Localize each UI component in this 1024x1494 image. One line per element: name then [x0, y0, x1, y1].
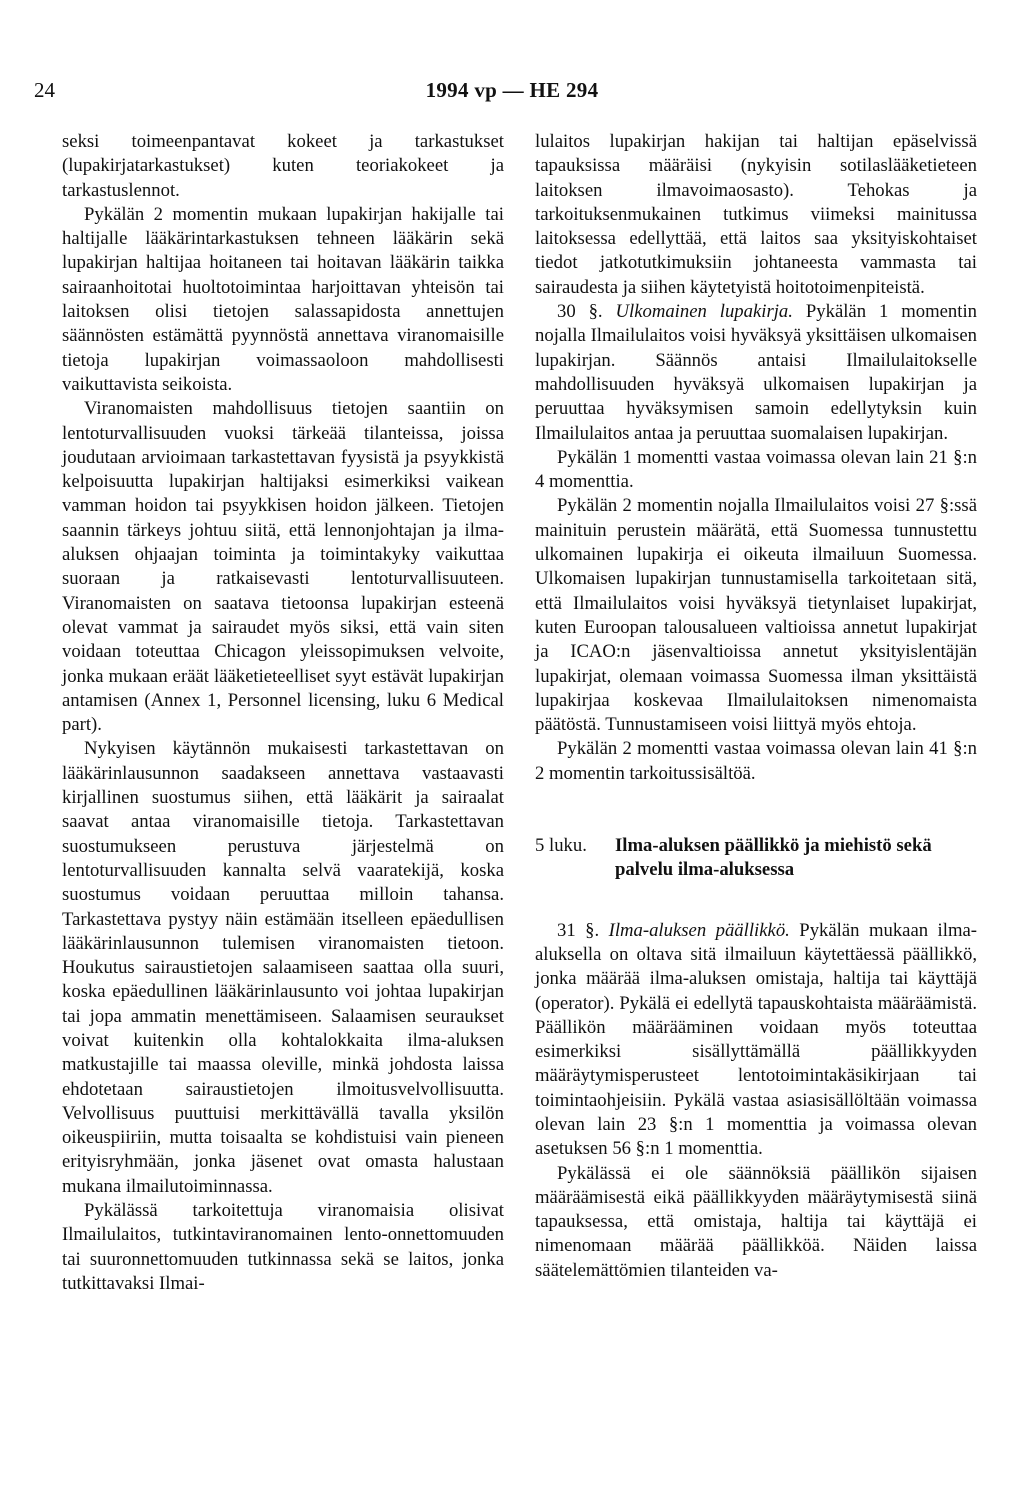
paragraph: lulaitos lupakirjan hakijan tai haltijan epäselvissä tapauksissa määräisi (nykyisin sotilaslääketieteen laitoksen ilmavoimaosasto). Tehokas ja tarkoituksenmukainen tutkimus viimeksi mainitussa laitoksessa edellyttää, että laitos saa yksityiskohtaiset tiedot jatkotutkimuksiin johtaneesta vammasta tai sairaudesta ja siihen käytetyistä hoitotoimenpiteistä.	[535, 131, 977, 298]
section-30-paragraph	[535, 300, 977, 446]
section-text: Pykälän 1 momentin nojalla Ilmailulaitos voisi hyväksyä yksittäisen ulkomaisen lupakirjan. Säännös antaisi Ilmailulaitokselle mahdollisuuden hyväksyä ulkomaisen lupakirjan ja peruuttaa hyväksymisen samoin edellytyksin kuin Ilmailulaitos antaa ja peruuttaa suomalaisen lupakirjan.	[535, 301, 977, 444]
right-column	[535, 130, 977, 1283]
paragraph: Pykälän 1 momentti vastaa voimassa olevan lain 21 §:n 4 momenttia.	[535, 446, 977, 493]
paragraph: Pykälän 2 momentin nojalla Ilmailulaitos voisi 27 §:ssä mainituin perustein määrätä, että Suomessa tunnustettu ulkomainen lupakirja ei oikeuta ilmailuun Suomessa. Ulkomaisen lupakirjan tunnustamisella tarkoitetaan sitä, että Ilmailulaitos voisi hyväksyä tietynlaiset lupakirjat, kuten Euroopan talousalueen valtioissa annetut lupakirjat ja ICAO:n jäsenvaltioissa annetut yksityislentäjän lupakirjat, olemaan voimassa Suomessa ilman yksittäistä lupakirjaa koskevaa Ilmailulaitoksen nimenomaista päätöstä. Tunnustamiseen voisi liittyä myös ehtoja.	[535, 495, 977, 736]
paragraph: Pykälän 2 momentin mukaan lupakirjan hakijalle tai haltijalle lääkärintarkastuksen tehneen lääkärin sekä lupakirjan haltijaa hoitaneen tai hoitavan lääkärin taikka sairaanhoitotai huoltotoimintaa harjoittavan yhteisön tai laitoksen olisi tietojen salassapidosta annettujen säännösten estämättä pyynnöstä annettava viranomaisille tietoja lupakirjan voimassaoloon mahdollisesti vaikuttavista seikoista.	[62, 203, 504, 395]
paragraph: Pykälässä tarkoitettuja viranomaisia olisivat Ilmailulaitos, tutkintaviranomainen lento-onnettomuuden tai suuronnettomuuden tutkinnassa sekä se laitos, jonka tutkittavaksi Ilmai-	[62, 1200, 504, 1294]
paragraph: Pykälän 2 momentti vastaa voimassa olevan lain 41 §:n 2 momentin tarkoitussisältöä.	[535, 738, 977, 784]
section-title: Ilma-aluksen päällikkö.	[608, 919, 790, 941]
page-number: 24	[34, 78, 55, 102]
paragraph: Nykyisen käytännön mukaisesti tarkastettavan on lääkärinlausunnon saadakseen annettava vastaavasti kirjallinen suostumus siihen, että lääkärit ja sairaalat saavat antaa viranomaisille tietoja. Tarkastettavan suostumukseen perustuva järjestelmä on lentoturvallisuuden kannalta selvä vaaratekijä, koska suostumus voidaan peruuttaa milloin tahansa. Tarkastettava pystyy näin estämään itselleen epäedullisen lääkärinlausunnon tulemisen viranomaisten tietoon. Houkutus sairaustietojen salaamiseen saattaa olla suuri, koska epäedullinen lääkärinlausunto voi johtaa lupakirjan tai jopa ammatin menettämiseen. Salaamisen seuraukset voivat kuitenkin olla kohtalokkaita ilma-aluksen matkustajille tai maassa oleville, minkä johdosta laissa ehdotetaan sairaustietojen ilmoitusvelvollisuutta. Velvollisuus puuttuisi merkittävällä tavalla yksilön oikeuspiiriin, mutta toisaalta se kohdistuisi vain pieneen erityisryhmään, jonka jäsenet ovat omasta halustaan mukana ilmailutoiminnassa.	[62, 738, 504, 1197]
section-number: 31 §.	[557, 919, 600, 941]
running-header: 1994 vp — HE 294	[425, 78, 599, 102]
section-title: Ulkomainen lupakirja.	[615, 301, 793, 323]
left-column	[62, 130, 504, 1296]
chapter-title: Ilma-aluksen päällikkö ja miehistö sekä palvelu ilma-aluksessa	[615, 835, 932, 881]
paragraph: Viranomaisten mahdollisuus tietojen saantiin on lentoturvallisuuden vuoksi tärkeää tilanteissa, joissa joudutaan arvioimaan tarkastettavan fyysistä ja psyykkistä kelpoisuutta lupakirjan haltijaksi esimerkiksi vaikean vamman hoidon tai psyykkisen hoidon jälkeen. Tietojen saannin tärkeys johtuu siitä, että lennonjohtajan ja ilma-aluksen ohjaajan toiminta ja toimintakyky vaikuttaa suoraan ja ratkaisevasti lentoturvallisuuteen. Viranomaisten on saatava tietoonsa lupakirjan esteenä olevat vammat ja sairaudet myös siksi, että vain siten voidaan toteuttaa Chicagon yleissopimuksen velvoite, jonka mukaan eräät lääketieteelliset syyt estävät lupakirjan antamisen (Annex 1, Personnel licensing, luku 6 Medical part).	[62, 398, 504, 736]
section-31-paragraph	[535, 919, 977, 1162]
paragraph: Pykälässä ei ole säännöksiä päällikön sijaisen määräämisestä eikä päällikkyyden määräytymisestä siinä tapauksessa, että omistaja, haltija tai käyttäjä ei nimenomaan määrää päällikköä. Näiden laissa säätelemättömien tilanteiden va-	[535, 1162, 977, 1281]
section-number: 30 §.	[557, 301, 603, 323]
section-text: Pykälän mukaan ilma-aluksella on oltava sitä ilmailuun käytettäessä päällikkö, jonka määrää ilma-aluksen omistaja, haltija tai käyttäjä (operator). Pykälä ei edellytä tapauskohtaista määräämistä. Päällikön määrääminen voidaan myös toteuttaa esimerkiksi sisällyttämällä päällikkyyden määräytymisperusteet lentotoimintakäsikirjaan tai toimintaohjeisiin. Pykälä vastaa asiasisällöltään voimassa olevan lain 23 §:n 1 momenttia ja voimassa olevan asetuksen 56 §:n 1 momenttia.	[535, 919, 977, 1160]
paragraph: seksi toimeenpantavat kokeet ja tarkastukset (lupakirjatarkastukset) kuten teoriakokeet ja tarkastuslennot.	[62, 131, 504, 201]
chapter-label: 5 luku.	[535, 835, 587, 857]
chapter-heading	[535, 834, 977, 883]
